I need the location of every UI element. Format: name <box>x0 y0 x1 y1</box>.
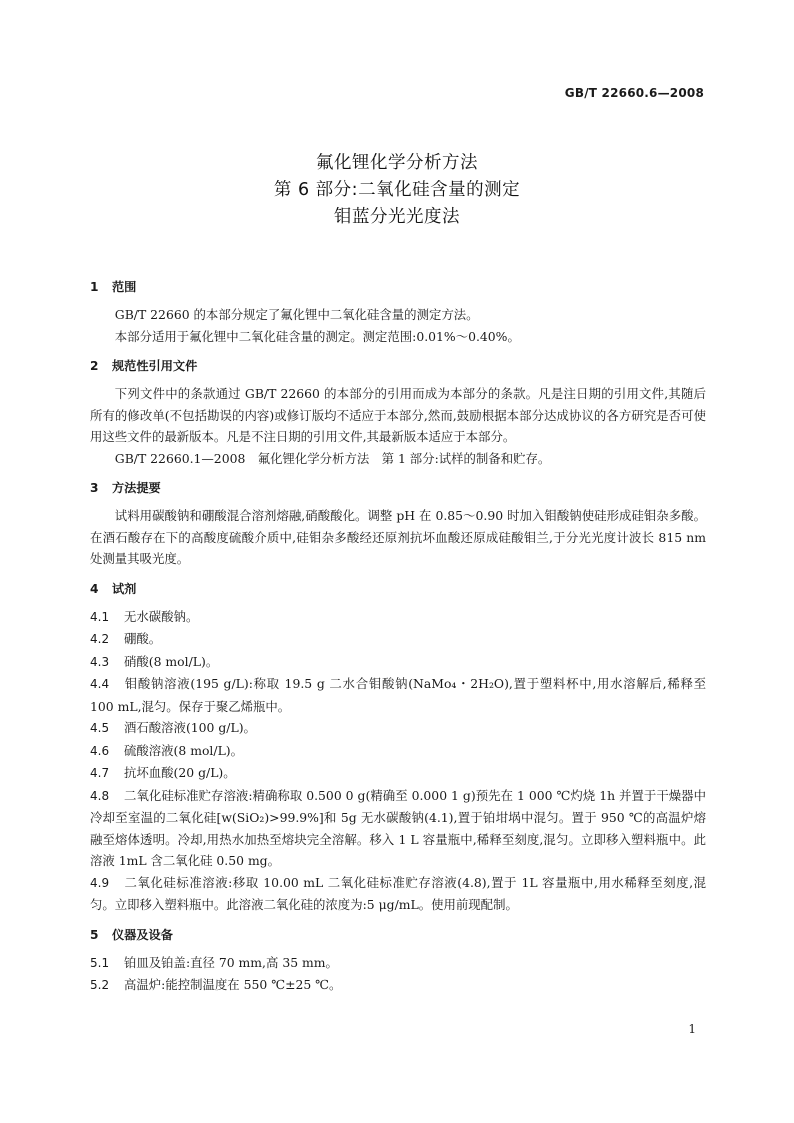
item-text: 酒石酸溶液(100 g/L)。 <box>124 720 256 735</box>
document-title <box>0 150 794 231</box>
paragraph: 试料用碳酸钠和硼酸混合溶剂熔融,硝酸酸化。调整 pH 在 0.85～0.90 时加入钼酸钠使硅形成硅钼杂多酸。在酒石酸存在下的高酸度硫酸介质中,硅钼杂多酸经还原剂抗坏血酸还原成硅酸钼兰,于分光光度计波长 815 nm 处测量其吸光度。 <box>90 508 706 566</box>
document-body <box>90 276 706 997</box>
list-item <box>90 872 706 916</box>
section-heading-reagents <box>90 578 706 600</box>
item-number: 4.2 <box>90 632 110 646</box>
list-item <box>90 740 706 763</box>
section-number: 5 <box>90 927 99 942</box>
section-heading-normative-references <box>90 355 706 377</box>
item-number: 5.2 <box>90 978 110 992</box>
list-item <box>90 606 706 629</box>
item-number: 4.6 <box>90 743 110 758</box>
paragraph: GB/T 22660 的本部分规定了氟化锂中二氧化硅含量的测定方法。 <box>114 307 479 322</box>
item-text: 硼酸。 <box>124 631 162 646</box>
item-number: 4.1 <box>90 609 110 624</box>
page-number: 1 <box>688 1022 696 1036</box>
item-text: 高温炉:能控制温度在 550 ℃±25 ℃。 <box>124 977 342 992</box>
section-title: 试剂 <box>112 581 137 596</box>
item-number: 5.1 <box>90 955 110 970</box>
title-line-1: 氟化锂化学分析方法 <box>316 153 478 173</box>
list-item <box>90 974 706 997</box>
section-title: 规范性引用文件 <box>112 359 198 373</box>
item-text: 无水碳酸钠。 <box>124 608 199 624</box>
item-text: 二氧化硅标准贮存溶液:精确称取 0.500 0 g(精确至 0.000 1 g)预先在 1 000 ℃灼烧 1h 并置于干燥器中冷却至室温的二氧化硅[w(SiO₂)>99.9%]和 5g 无水碳酸钠(4.1),置于铂坩埚中混匀。置于 950 ℃的高温炉熔融至熔体透明。冷却,用热水加热至熔块完全溶解。移入 1 L 容量瓶中,稀释至刻度,混匀。立即移入塑料瓶中。此溶液 1mL 含二氧化硅 0.50 mg。 <box>90 787 706 868</box>
title-line-3: 钼蓝分光光度法 <box>334 207 460 227</box>
reference-entry: GB/T 22660.1—2008 氟化锂化学分析方法 第 1 部分:试样的制备和贮存。 <box>114 450 551 466</box>
item-number: 4.9 <box>90 875 110 890</box>
section-number: 2 <box>90 359 99 373</box>
item-text: 二氧化硅标准溶液:移取 10.00 mL 二氧化硅标准贮存溶液(4.8),置于 1L 容量瓶中,用水稀释至刻度,混匀。立即移入塑料瓶中。此溶液二氧化硅的浓度为:5 μg/mL。使用前现配制。 <box>90 874 706 912</box>
list-item <box>90 952 706 975</box>
paragraph: 下列文件中的条款通过 GB/T 22660 的本部分的引用而成为本部分的条款。凡是注日期的引用文件,其随后所有的修改单(不包括勘误的内容)或修订版均不适应于本部分,然而,鼓励根据本部分达成协议的各方研究是否可使用这些文件的最新版本。凡是不注日期的引用文件,其最新版本适应于本部分。 <box>90 386 706 444</box>
item-text: 铂皿及铂盖:直径 70 mm,高 35 mm。 <box>124 954 338 970</box>
item-number: 4.4 <box>90 677 110 691</box>
list-item <box>90 651 706 674</box>
list-item <box>90 762 706 785</box>
item-text: 硝酸(8 mol/L)。 <box>124 653 219 669</box>
title-line-2: 第 6 部分:二氧化硅含量的测定 <box>273 180 521 200</box>
section-number: 1 <box>90 280 99 294</box>
paragraph: 本部分适用于氟化锂中二氧化硅含量的测定。测定范围:0.01%～0.40%。 <box>114 328 520 344</box>
list-item <box>90 785 706 872</box>
list-item <box>90 673 706 717</box>
section-number: 3 <box>90 481 99 495</box>
section-title: 范围 <box>112 280 137 294</box>
list-item <box>90 628 706 651</box>
list-item <box>90 717 706 740</box>
item-text: 抗坏血酸(20 g/L)。 <box>124 765 236 780</box>
section-heading-apparatus <box>90 924 706 946</box>
item-number: 4.8 <box>90 788 110 803</box>
item-number: 4.7 <box>90 766 110 780</box>
section-heading-scope <box>90 276 706 298</box>
section-title: 仪器及设备 <box>112 927 173 942</box>
item-number: 4.5 <box>90 721 110 735</box>
item-text: 钼酸钠溶液(195 g/L):称取 19.5 g 二水合钼酸钠(NaMo₄・2H₂O),置于塑料杯中,用水溶解后,稀释至 100 mL,混匀。保存于聚乙烯瓶中。 <box>90 676 706 714</box>
section-heading-method-summary <box>90 477 706 499</box>
section-number: 4 <box>90 581 99 596</box>
standard-code: GB/T 22660.6—2008 <box>564 86 704 100</box>
item-text: 硫酸溶液(8 mol/L)。 <box>124 742 244 758</box>
section-title: 方法提要 <box>112 481 161 495</box>
item-number: 4.3 <box>90 654 110 669</box>
